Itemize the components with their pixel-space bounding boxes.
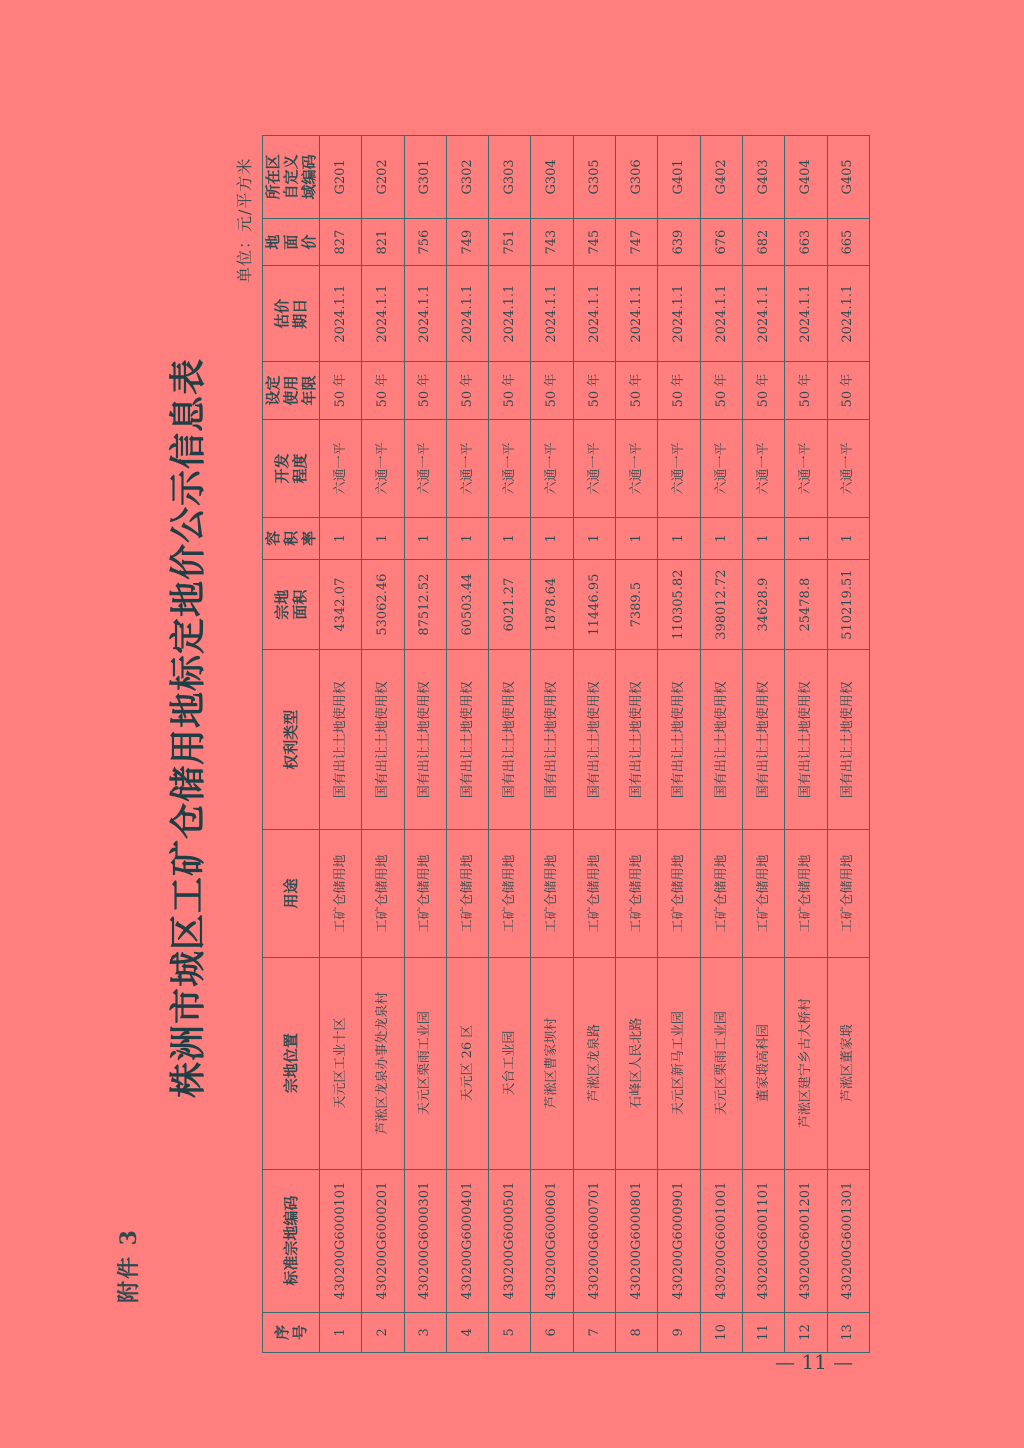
table-row — [489, 136, 531, 1353]
cell-area: 110305.82 — [658, 560, 700, 650]
cell-code: 430200G6000601 — [531, 1169, 573, 1312]
cell-ratio: 1 — [658, 517, 700, 559]
cell-development: 六通一平 — [700, 420, 742, 518]
cell-code: 430200G6000401 — [446, 1169, 488, 1312]
cell-development: 六通一平 — [742, 420, 784, 518]
cell-area: 7389.5 — [616, 560, 658, 650]
cell-code: 430200G6000501 — [489, 1169, 531, 1312]
cell-code: 430200G6001001 — [700, 1169, 742, 1312]
cell-location: 石峰区人民北路 — [616, 957, 658, 1169]
cell-index: 3 — [404, 1312, 446, 1352]
cell-date: 2024.1.1 — [531, 266, 573, 361]
cell-date: 2024.1.1 — [785, 266, 827, 361]
cell-location: 芦淞区建宁乡古大桥村 — [785, 957, 827, 1169]
cell-right-type: 国有出让土地使用权 — [827, 650, 869, 830]
cell-use: 工矿仓储用地 — [616, 830, 658, 957]
cell-term: 50 年 — [362, 361, 404, 419]
cell-term: 50 年 — [404, 361, 446, 419]
header-cell: 权利类型 — [263, 650, 320, 830]
cell-code: 430200G6000201 — [362, 1169, 404, 1312]
cell-zone-code: G306 — [616, 136, 658, 219]
cell-ratio: 1 — [742, 517, 784, 559]
cell-price: 827 — [320, 218, 362, 266]
cell-right-type: 国有出让土地使用权 — [573, 650, 615, 830]
cell-zone-code: G202 — [362, 136, 404, 219]
cell-index: 7 — [573, 1312, 615, 1352]
cell-use: 工矿仓储用地 — [362, 830, 404, 957]
cell-right-type: 国有出让土地使用权 — [700, 650, 742, 830]
header-cell: 设定使用年限 — [263, 361, 320, 419]
cell-area: 25478.8 — [785, 560, 827, 650]
table-row — [573, 136, 615, 1353]
cell-price: 639 — [658, 218, 700, 266]
cell-code: 430200G6000301 — [404, 1169, 446, 1312]
cell-code: 430200G6000801 — [616, 1169, 658, 1312]
cell-code: 430200G6001101 — [742, 1169, 784, 1312]
cell-location: 天元区新马工业园 — [658, 957, 700, 1169]
cell-ratio: 1 — [827, 517, 869, 559]
header-cell: 开发程度 — [263, 420, 320, 518]
cell-price: 821 — [362, 218, 404, 266]
cell-date: 2024.1.1 — [362, 266, 404, 361]
cell-date: 2024.1.1 — [700, 266, 742, 361]
cell-code: 430200G6001201 — [785, 1169, 827, 1312]
cell-development: 六通一平 — [489, 420, 531, 518]
unit-note: 单位：元/平方米 — [235, 157, 254, 283]
cell-area: 53062.46 — [362, 560, 404, 650]
cell-term: 50 年 — [616, 361, 658, 419]
cell-use: 工矿仓储用地 — [489, 830, 531, 957]
cell-use: 工矿仓储用地 — [446, 830, 488, 957]
cell-price: 665 — [827, 218, 869, 266]
cell-development: 六通一平 — [446, 420, 488, 518]
cell-ratio: 1 — [616, 517, 658, 559]
cell-index: 4 — [446, 1312, 488, 1352]
cell-date: 2024.1.1 — [573, 266, 615, 361]
cell-ratio: 1 — [446, 517, 488, 559]
cell-location: 天台工业园 — [489, 957, 531, 1169]
cell-right-type: 国有出让土地使用权 — [785, 650, 827, 830]
cell-use: 工矿仓储用地 — [742, 830, 784, 957]
cell-development: 六通一平 — [362, 420, 404, 518]
cell-index: 5 — [489, 1312, 531, 1352]
table-row — [827, 136, 869, 1353]
cell-location: 芦淞区曹家坝村 — [531, 957, 573, 1169]
cell-zone-code: G201 — [320, 136, 362, 219]
table-row — [531, 136, 573, 1353]
header-cell: 地面价 — [263, 218, 320, 266]
cell-date: 2024.1.1 — [489, 266, 531, 361]
cell-zone-code: G304 — [531, 136, 573, 219]
header-cell: 宗地面积 — [263, 560, 320, 650]
table-row — [446, 136, 488, 1353]
cell-development: 六通一平 — [320, 420, 362, 518]
cell-area: 1878.64 — [531, 560, 573, 650]
cell-right-type: 国有出让土地使用权 — [742, 650, 784, 830]
cell-zone-code: G302 — [446, 136, 488, 219]
cell-price: 663 — [785, 218, 827, 266]
cell-location: 天元区 26 区 — [446, 957, 488, 1169]
cell-date: 2024.1.1 — [404, 266, 446, 361]
cell-zone-code: G305 — [573, 136, 615, 219]
cell-ratio: 1 — [785, 517, 827, 559]
cell-date: 2024.1.1 — [320, 266, 362, 361]
cell-zone-code: G303 — [489, 136, 531, 219]
cell-right-type: 国有出让土地使用权 — [658, 650, 700, 830]
table-row — [616, 136, 658, 1353]
table-row — [658, 136, 700, 1353]
cell-use: 工矿仓储用地 — [700, 830, 742, 957]
cell-area: 60503.44 — [446, 560, 488, 650]
cell-area: 6021.27 — [489, 560, 531, 650]
cell-term: 50 年 — [742, 361, 784, 419]
cell-area: 398012.72 — [700, 560, 742, 650]
cell-price: 745 — [573, 218, 615, 266]
cell-code: 430200G6000101 — [320, 1169, 362, 1312]
cell-term: 50 年 — [489, 361, 531, 419]
cell-index: 13 — [827, 1312, 869, 1352]
cell-term: 50 年 — [573, 361, 615, 419]
cell-location: 芦淞区龙泉办事处龙泉村 — [362, 957, 404, 1169]
cell-zone-code: G301 — [404, 136, 446, 219]
cell-use: 工矿仓储用地 — [827, 830, 869, 957]
table-header-row — [263, 136, 320, 1353]
cell-date: 2024.1.1 — [446, 266, 488, 361]
table-row — [404, 136, 446, 1353]
header-cell: 宗地位置 — [263, 957, 320, 1169]
cell-index: 6 — [531, 1312, 573, 1352]
cell-area: 11446.95 — [573, 560, 615, 650]
cell-date: 2024.1.1 — [616, 266, 658, 361]
cell-right-type: 国有出让土地使用权 — [362, 650, 404, 830]
cell-location: 天元区栗雨工业园 — [700, 957, 742, 1169]
cell-use: 工矿仓储用地 — [404, 830, 446, 957]
cell-term: 50 年 — [320, 361, 362, 419]
page-number: — 11 — — [775, 1350, 854, 1374]
cell-ratio: 1 — [531, 517, 573, 559]
cell-index: 12 — [785, 1312, 827, 1352]
cell-price: 747 — [616, 218, 658, 266]
cell-zone-code: G402 — [700, 136, 742, 219]
header-cell: 估价期日 — [263, 266, 320, 361]
cell-location: 天元区栗雨工业园 — [404, 957, 446, 1169]
cell-development: 六通一平 — [616, 420, 658, 518]
cell-price: 743 — [531, 218, 573, 266]
cell-price: 756 — [404, 218, 446, 266]
cell-location: 芦淞区龙泉路 — [573, 957, 615, 1169]
cell-use: 工矿仓储用地 — [658, 830, 700, 957]
cell-ratio: 1 — [404, 517, 446, 559]
cell-price: 751 — [489, 218, 531, 266]
cell-right-type: 国有出让土地使用权 — [616, 650, 658, 830]
cell-zone-code: G403 — [742, 136, 784, 219]
cell-zone-code: G405 — [827, 136, 869, 219]
cell-term: 50 年 — [446, 361, 488, 419]
cell-ratio: 1 — [489, 517, 531, 559]
cell-location: 董家塅高科园 — [742, 957, 784, 1169]
cell-ratio: 1 — [320, 517, 362, 559]
table-row — [742, 136, 784, 1353]
cell-zone-code: G404 — [785, 136, 827, 219]
header-cell: 用途 — [263, 830, 320, 957]
cell-index: 2 — [362, 1312, 404, 1352]
cell-index: 11 — [742, 1312, 784, 1352]
table-row — [785, 136, 827, 1353]
cell-development: 六通一平 — [827, 420, 869, 518]
table-row — [362, 136, 404, 1353]
cell-code: 430200G6000901 — [658, 1169, 700, 1312]
cell-price: 676 — [700, 218, 742, 266]
cell-date: 2024.1.1 — [658, 266, 700, 361]
cell-date: 2024.1.1 — [742, 266, 784, 361]
cell-price: 749 — [446, 218, 488, 266]
attachment-label: 附件 3 — [116, 1228, 142, 1303]
cell-index: 10 — [700, 1312, 742, 1352]
cell-index: 8 — [616, 1312, 658, 1352]
cell-area: 510219.51 — [827, 560, 869, 650]
cell-location: 天元区工业十区 — [320, 957, 362, 1169]
cell-use: 工矿仓储用地 — [320, 830, 362, 957]
cell-term: 50 年 — [785, 361, 827, 419]
cell-use: 工矿仓储用地 — [531, 830, 573, 957]
header-cell: 标准宗地编码 — [263, 1169, 320, 1312]
cell-code: 430200G6001301 — [827, 1169, 869, 1312]
land-price-table — [262, 135, 870, 1353]
cell-development: 六通一平 — [531, 420, 573, 518]
cell-term: 50 年 — [700, 361, 742, 419]
header-cell: 容积率 — [263, 517, 320, 559]
cell-ratio: 1 — [362, 517, 404, 559]
cell-price: 682 — [742, 218, 784, 266]
cell-development: 六通一平 — [785, 420, 827, 518]
header-cell: 所在区自定义域编码 — [263, 136, 320, 219]
cell-right-type: 国有出让土地使用权 — [320, 650, 362, 830]
cell-area: 4342.07 — [320, 560, 362, 650]
cell-right-type: 国有出让土地使用权 — [404, 650, 446, 830]
cell-area: 87512.52 — [404, 560, 446, 650]
table-row — [700, 136, 742, 1353]
cell-index: 9 — [658, 1312, 700, 1352]
header-cell: 序号 — [263, 1312, 320, 1352]
cell-term: 50 年 — [658, 361, 700, 419]
cell-index: 1 — [320, 1312, 362, 1352]
cell-term: 50 年 — [827, 361, 869, 419]
cell-development: 六通一平 — [404, 420, 446, 518]
cell-code: 430200G6000701 — [573, 1169, 615, 1312]
cell-development: 六通一平 — [573, 420, 615, 518]
cell-area: 34628.9 — [742, 560, 784, 650]
cell-right-type: 国有出让土地使用权 — [531, 650, 573, 830]
cell-use: 工矿仓储用地 — [785, 830, 827, 957]
cell-location: 芦淞区董家塅 — [827, 957, 869, 1169]
cell-right-type: 国有出让土地使用权 — [446, 650, 488, 830]
cell-right-type: 国有出让土地使用权 — [489, 650, 531, 830]
table-row — [320, 136, 362, 1353]
cell-term: 50 年 — [531, 361, 573, 419]
cell-development: 六通一平 — [658, 420, 700, 518]
cell-ratio: 1 — [700, 517, 742, 559]
document-title: 株洲市城区工矿仓储用地标定地价公示信息表 — [167, 357, 209, 1098]
cell-zone-code: G401 — [658, 136, 700, 219]
cell-ratio: 1 — [573, 517, 615, 559]
cell-use: 工矿仓储用地 — [573, 830, 615, 957]
cell-date: 2024.1.1 — [827, 266, 869, 361]
